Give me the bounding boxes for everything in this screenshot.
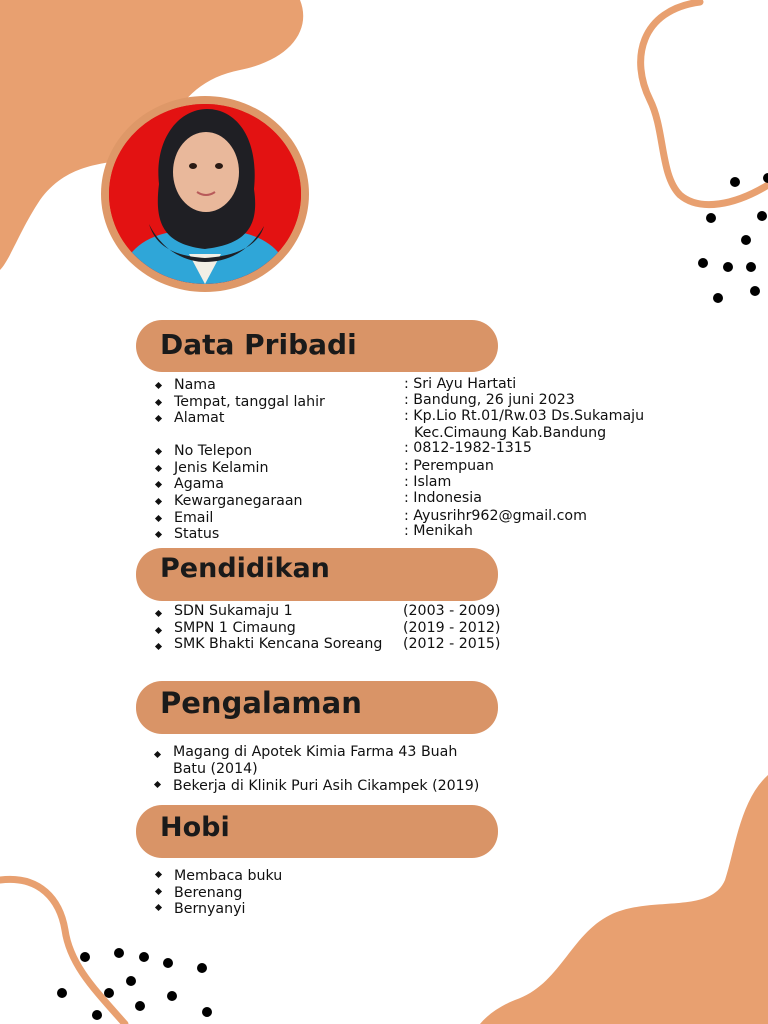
field-label: Agama: [174, 476, 224, 493]
school-name: SDN Sukamaju 1: [174, 603, 293, 619]
hobby-text: Membaca buku: [174, 868, 283, 884]
section-header-data-pribadi: [136, 320, 498, 372]
school-years: (2012 - 2015): [403, 636, 501, 653]
profile-photo: [109, 104, 301, 284]
section-title: Pendidikan: [160, 553, 330, 584]
field-label: No Telepon: [174, 443, 253, 460]
field-label: Kewarganegaraan: [174, 492, 303, 509]
person-icon: [109, 104, 301, 284]
experience-text-continued: Batu (2014): [173, 761, 258, 777]
field-value: : Menikah: [404, 523, 473, 540]
section-header-hobi: [136, 805, 498, 858]
hobby-text: Bernyanyi: [174, 901, 246, 918]
field-label: Nama: [174, 377, 216, 393]
school-years: (2003 - 2009): [403, 603, 501, 619]
field-value: : Ayusrihr962@gmail.com: [404, 507, 587, 524]
field-value: : Islam: [404, 474, 452, 491]
field-value: : 0812-1982-1315: [404, 440, 532, 457]
section-title: Pengalaman: [160, 686, 362, 720]
field-label: Status: [174, 526, 220, 543]
profile-photo-frame: [101, 96, 309, 292]
experience-text: Magang di Apotek Kimia Farma 43 Buah: [173, 744, 458, 760]
experience-text: Bekerja di Klinik Puri Asih Cikampek (2019): [173, 778, 480, 794]
field-label: Email: [174, 509, 214, 526]
field-label: Tempat, tanggal lahir: [174, 393, 325, 410]
field-value: : Sri Ayu Hartati: [404, 376, 517, 392]
field-value: : Kp.Lio Rt.01/Rw.03 Ds.Sukamaju: [404, 408, 645, 425]
section-title: Hobi: [160, 812, 230, 843]
field-label: Alamat: [174, 410, 225, 427]
field-value: : Bandung, 26 juni 2023: [404, 391, 575, 408]
field-value-continued: Kec.Cimaung Kab.Bandung: [414, 425, 607, 442]
field-value: : Indonesia: [404, 489, 482, 506]
school-name: SMK Bhakti Kencana Soreang: [174, 636, 383, 653]
hobby-text: Berenang: [174, 884, 243, 901]
school-years: (2019 - 2012): [403, 619, 501, 636]
field-label: Jenis Kelamin: [174, 459, 269, 476]
section-title: Data Pribadi: [160, 328, 357, 361]
school-name: SMPN 1 Cimaung: [174, 619, 296, 636]
section-header-pengalaman: [136, 681, 498, 734]
field-value: : Perempuan: [404, 457, 494, 474]
section-header-pendidikan: [136, 548, 498, 601]
